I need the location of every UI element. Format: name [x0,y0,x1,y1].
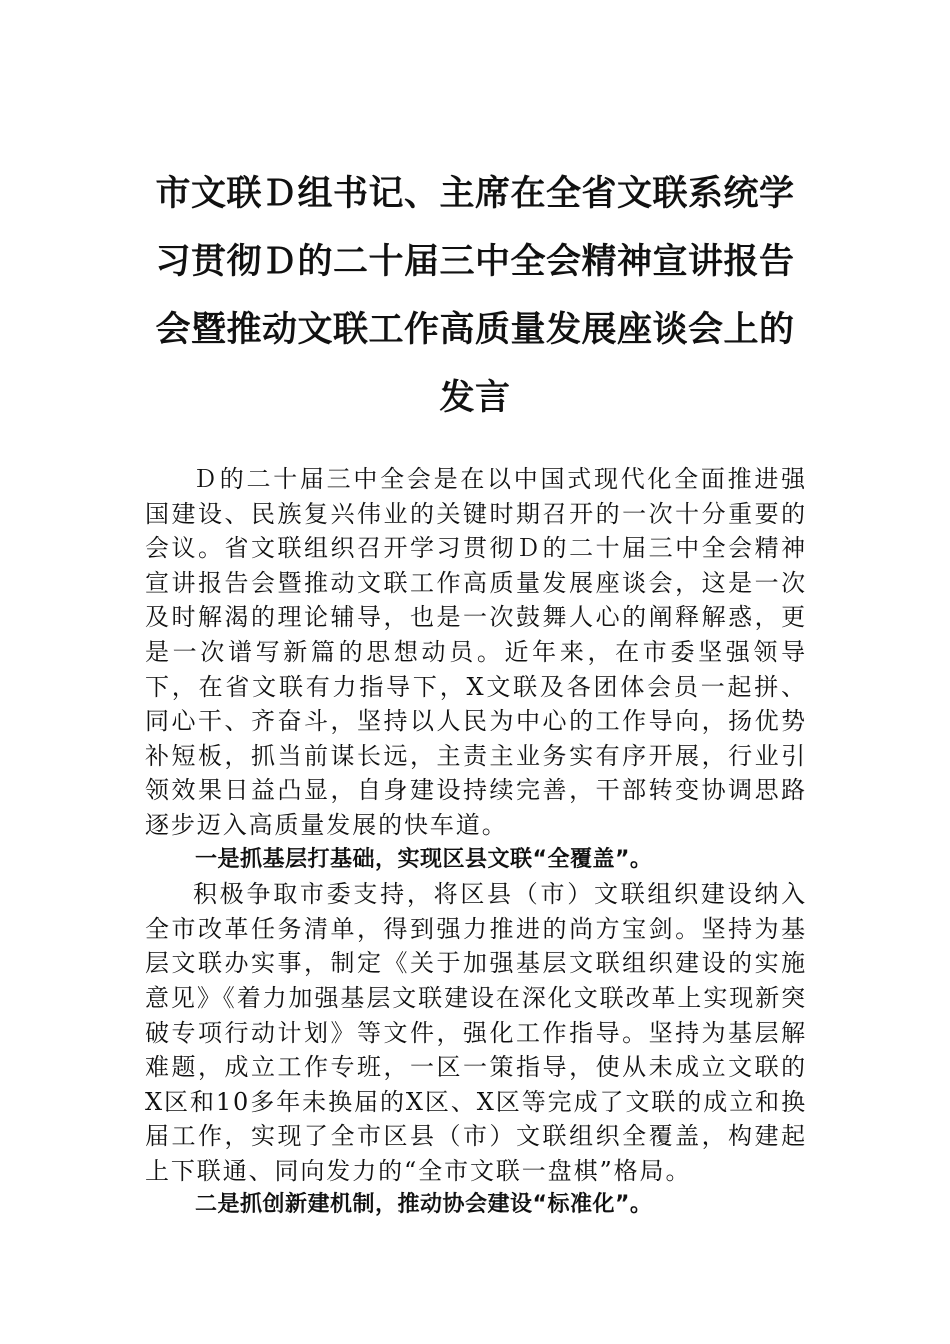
title-line-2: 习贯彻Ｄ的二十届三中全会精神宣讲报告 [155,241,795,282]
document-title [140,160,810,432]
title-line-1: 市文联Ｄ组书记、主席在全省文联系统学 [155,173,795,214]
intro-paragraph: Ｄ的二十届三中全会是在以中国式现代化全面推进强国建设、民族复兴伟业的关键时期召开的一次十分重要的会议。省文联组织召开学习贯彻Ｄ的二十届三中全会精神宣讲报告会暨推动文联工作高质量发展座谈会，这是一次及时解渴的理论辅导，也是一次鼓舞人心的阐释解惑，更是一次谱写新篇的思想动员。近年来，在市委坚强领导下，在省文联有力指导下，X文联及各团体会员一起拼、同心干、齐奋斗，坚持以人民为中心的工作导向，扬优势补短板，抓当前谋长远，主责主业务实有序开展，行业引领效果日益凸显，自身建设持续完善，干部转变协调思路逐步迈入高质量发展的快车道。 [145,465,807,839]
section-heading-1: 一是抓基层打基础，实现区县文联“全覆盖”。 [195,846,653,872]
title-line-4: 发言 [439,377,511,418]
title-line-3: 会暨推动文联工作高质量发展座谈会上的 [155,309,795,350]
document-body [145,462,807,1223]
section-heading-2: 二是抓创新建机制，推动协会建设“标准化”。 [195,1192,653,1218]
section-1-paragraph: 积极争取市委支持，将区县（市）文联组织建设纳入全市改革任务清单，得到强力推进的尚方宝剑。坚持为基层文联办实事，制定《关于加强基层文联组织建设的实施意见》《着力加强基层文联建设在深化文联改革上实现新突破专项行动计划》等文件，强化工作指导。坚持为基层解难题，成立工作专班，一区一策指导，使从未成立文联的X区和10多年未换届的X区、X区等完成了文联的成立和换届工作，实现了全市区县（市）文联组织全覆盖，构建起上下联通、同向发力的“全市文联一盘棋”格局。 [145,880,807,1185]
